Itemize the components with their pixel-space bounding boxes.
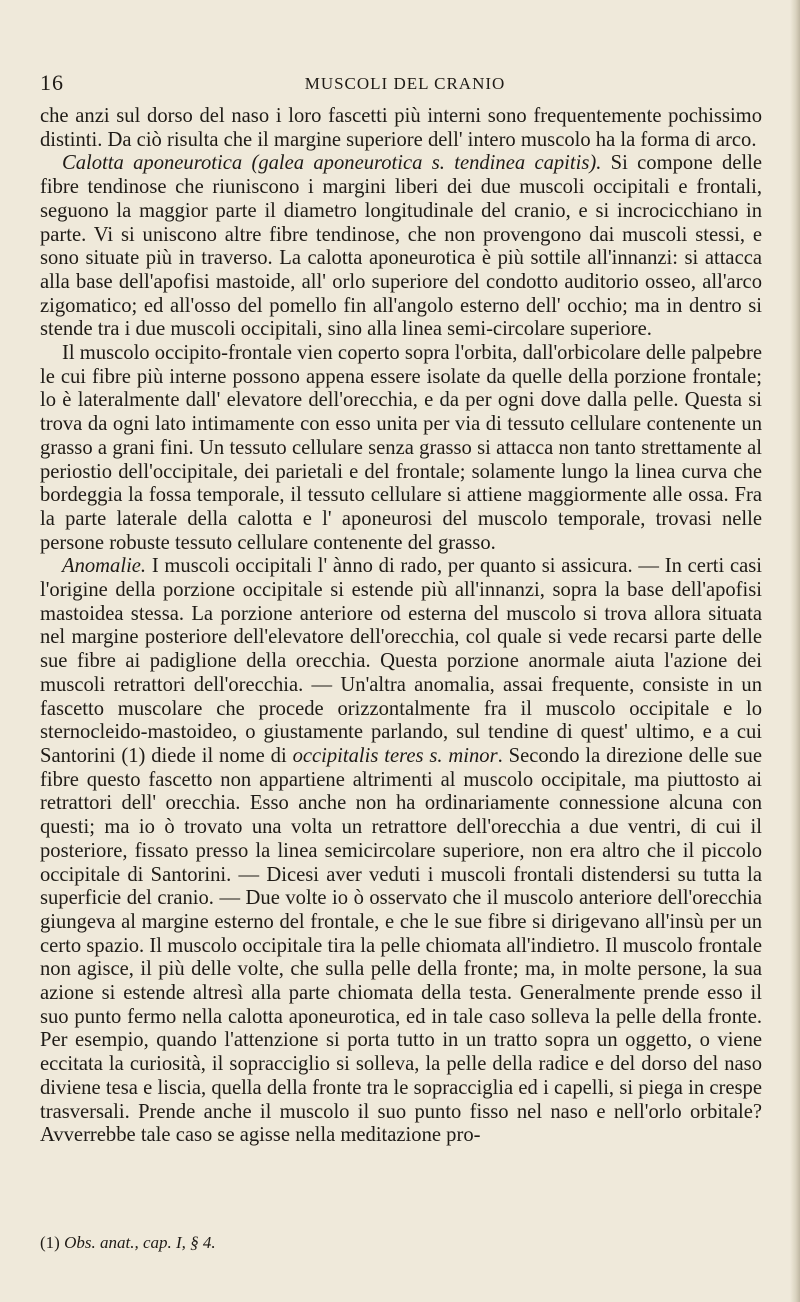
text-run: Il muscolo occipito-frontale vien coperto sopra l'orbita, dall'orbicolare delle palpebre le cui fibre più interne possono appena essere isolate da quelle della porzione frontale; lo è lateralmente dall' elevatore dell'orecchia, e da per ogni dove dalla pelle. Questa si trova da ogni lato intimamente con esso unita per via di tessuto cellulare contenente un grasso a grani fini. Un tessuto cellulare senza grasso si attacca non tanto strettamente al periostio dell'occipitale, dei parietali e del frontale; solamente lungo la linea curva che bordeggia la fossa temporale, il tessuto cellulare si attiene maggiormente alle ossa. Fra la parte laterale della calotta e l' aponeurosi del muscolo temporale, trovasi nelle persone robuste tessuto cellulare contenente del grasso. — [40, 342, 762, 554]
page-header — [40, 70, 770, 94]
italic-text: Calotta aponeurotica (galea aponeurotica s. tendinea capitis). — [62, 152, 602, 175]
footnote-text: Obs. anat., cap. I, § 4. — [64, 1233, 216, 1252]
text-run: Si compone delle fibre tendinose che riuniscono i margini liberi dei due muscoli occipitali e frontali, seguono la maggior parte il diametro longitudinale del cranio, e si incrocicchiano in parte. Vi si uniscono altre fibre tendinose, che non provengono dai muscoli stessi, e sono situate più in traverso. La calotta aponeurotica è più sottile all'innanzi: si attacca alla base dell'apofisi mastoide, all' orlo superiore del condotto auditorio osseo, all'arco zigomatico; ed all'osso del pomello fin all'angolo esterno dell' occhio; ma in dentro si stende tra i due muscoli occipitali, sino alla linea semi-circolare superiore. — [40, 152, 762, 341]
page-edge — [790, 0, 800, 1302]
paragraph — [40, 342, 762, 555]
footnote — [40, 1232, 760, 1254]
footnote-marker: (1) — [40, 1233, 60, 1252]
paragraph — [40, 152, 762, 342]
text-run: I muscoli occipitali l' ànno di rado, per quanto si assicura. — In certi casi l'origine della porzione occipitale si estende più all'innanzi, sopra la base dell'apofisi mastoidea stessa. La porzione anteriore od esterna del muscolo si trova allora situata nel margine posteriore dell'elevatore dell'orecchia, col quale si vede recarsi parte delle sue fibre ai padiglione della orecchia. Questa porzione anormale aiuta l'azione dei muscoli retrattori dell'orecchia. — Un'altra anomalia, assai frequente, consiste in un fascetto muscolare che procede orizzontalmente fra il muscolo occipitale e lo sternocleido-mastoideo, o giustamente parlando, sul tendine di quest' ultimo, e a cui Santorini (1) diede il nome di — [40, 555, 762, 767]
paragraph — [40, 105, 762, 152]
italic-text: occipitalis teres s. minor — [292, 744, 498, 767]
page-number: 16 — [40, 70, 64, 95]
text-run: che anzi sul dorso del naso i loro fascetti più interni sono frequentemente pochissimo distinti. Da ciò risulta che il margine superiore dell' intero muscolo ha la forma di arco. — [40, 105, 762, 151]
body-text — [40, 105, 762, 1148]
italic-text: Anomalie. — [62, 555, 147, 578]
text-run: . Secondo la direzione delle sue fibre questo fascetto non appartiene altrimenti al muscolo occipitale, ma piuttosto ai retrattori dell' orecchia. Esso anche non ha ordinariamente connessione alcuna con questi; ma io ò trovato una volta un retrattore dell'orecchia a due ventri, di cui il posteriore, fissato presso la linea semicircolare superiore, non era altro che il piccolo occipitale di Santorini. — Dicesi aver veduti i muscoli frontali distendersi su tutta la superficie del cranio. — Due volte io ò osservato che il muscolo anteriore dell'orecchia giungeva al margine esterno del frontale, e che le sue fibre si dirigevano all'insù per un certo spazio. Il muscolo occipitale tira la pelle chiomata all'indietro. Il muscolo frontale non agisce, il più delle volte, che sulla pelle della fronte; ma, in molte persone, la sua azione si estende altresì alla parte chiomata della testa. Generalmente prende esso il suo punto fermo nella calotta aponeurotica, ed in tale caso solleva la pelle della fronte. Per esempio, quando l'attenzione si porta tutto in un tratto sopra un oggetto, o viene eccitata la curiosità, il sopracciglio si solleva, la pelle della radice e del dorso del naso diviene tesa e liscia, quella della fronte tra le sopracciglia ed i capelli, si piega in crespe trasversali. Prende anche il muscolo il suo punto fisso nel naso e nell'orlo orbitale? Avverrebbe tale caso se agisse nella meditazione pro- — [40, 744, 762, 1147]
running-head: MUSCOLI DEL CRANIO — [304, 74, 506, 93]
paragraph — [40, 555, 762, 1148]
